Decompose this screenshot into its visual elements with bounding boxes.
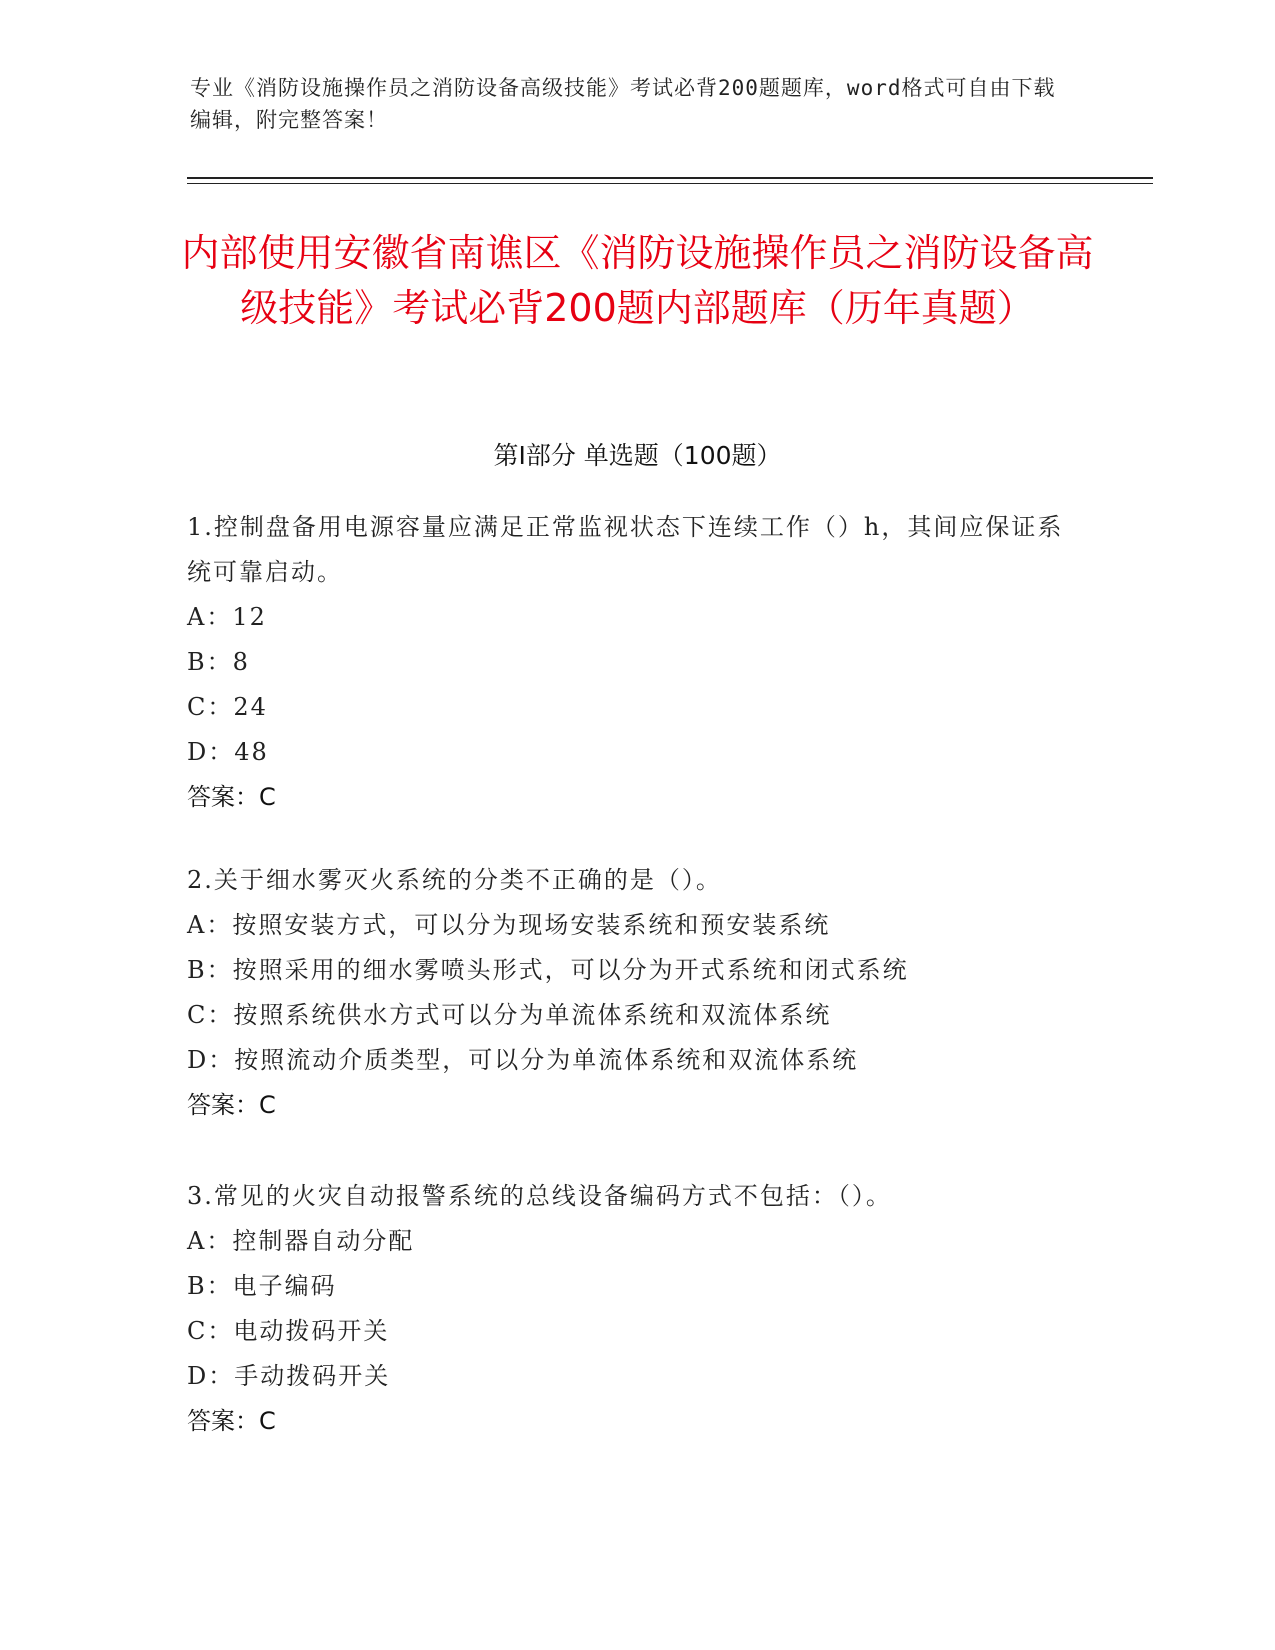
question-3 [187, 1174, 1087, 1444]
option-b: B：按照采用的细水雾喷头形式，可以分为开式系统和闭式系统 [187, 956, 909, 984]
question-stem: 2.关于细水雾灭火系统的分类不正确的是（）。 [187, 866, 722, 894]
option-b: B：电子编码 [187, 1272, 337, 1300]
document-title: 内部使用安徽省南谯区《消防设施操作员之消防设备高级技能》考试必背200题内部题库（历年真题） [181, 231, 1094, 330]
answer: 答案：C [187, 1091, 276, 1119]
option-c: C：24 [187, 693, 268, 721]
option-b: B：8 [187, 648, 250, 676]
header-note: 专业《消防设施操作员之消防设备高级技能》考试必背200题题库，word格式可自由下载编辑，附完整答案！ [190, 76, 1056, 132]
question-2 [187, 858, 1087, 1128]
option-d: D：按照流动介质类型，可以分为单流体系统和双流体系统 [187, 1046, 859, 1074]
question-stem: 1.控制盘备用电源容量应满足正常监视状态下连续工作（）h，其间应保证系统可靠启动。 [187, 513, 1064, 586]
option-a: A：按照安装方式，可以分为现场安装系统和预安装系统 [187, 911, 831, 939]
option-c: C：按照系统供水方式可以分为单流体系统和双流体系统 [187, 1001, 832, 1029]
option-a: A：控制器自动分配 [187, 1227, 415, 1255]
option-c: C：电动拨码开关 [187, 1317, 390, 1345]
option-a: A：12 [187, 603, 267, 631]
header-rule-thin [187, 183, 1153, 184]
header-rule-thick [187, 177, 1153, 179]
option-d: D：48 [187, 738, 269, 766]
section-title: 第I部分 单选题（100题） [493, 441, 782, 470]
question-1 [187, 505, 1087, 820]
question-stem: 3.常见的火灾自动报警系统的总线设备编码方式不包括：（）。 [187, 1182, 892, 1210]
answer: 答案：C [187, 783, 276, 811]
option-d: D：手动拨码开关 [187, 1362, 391, 1390]
answer: 答案：C [187, 1407, 276, 1435]
